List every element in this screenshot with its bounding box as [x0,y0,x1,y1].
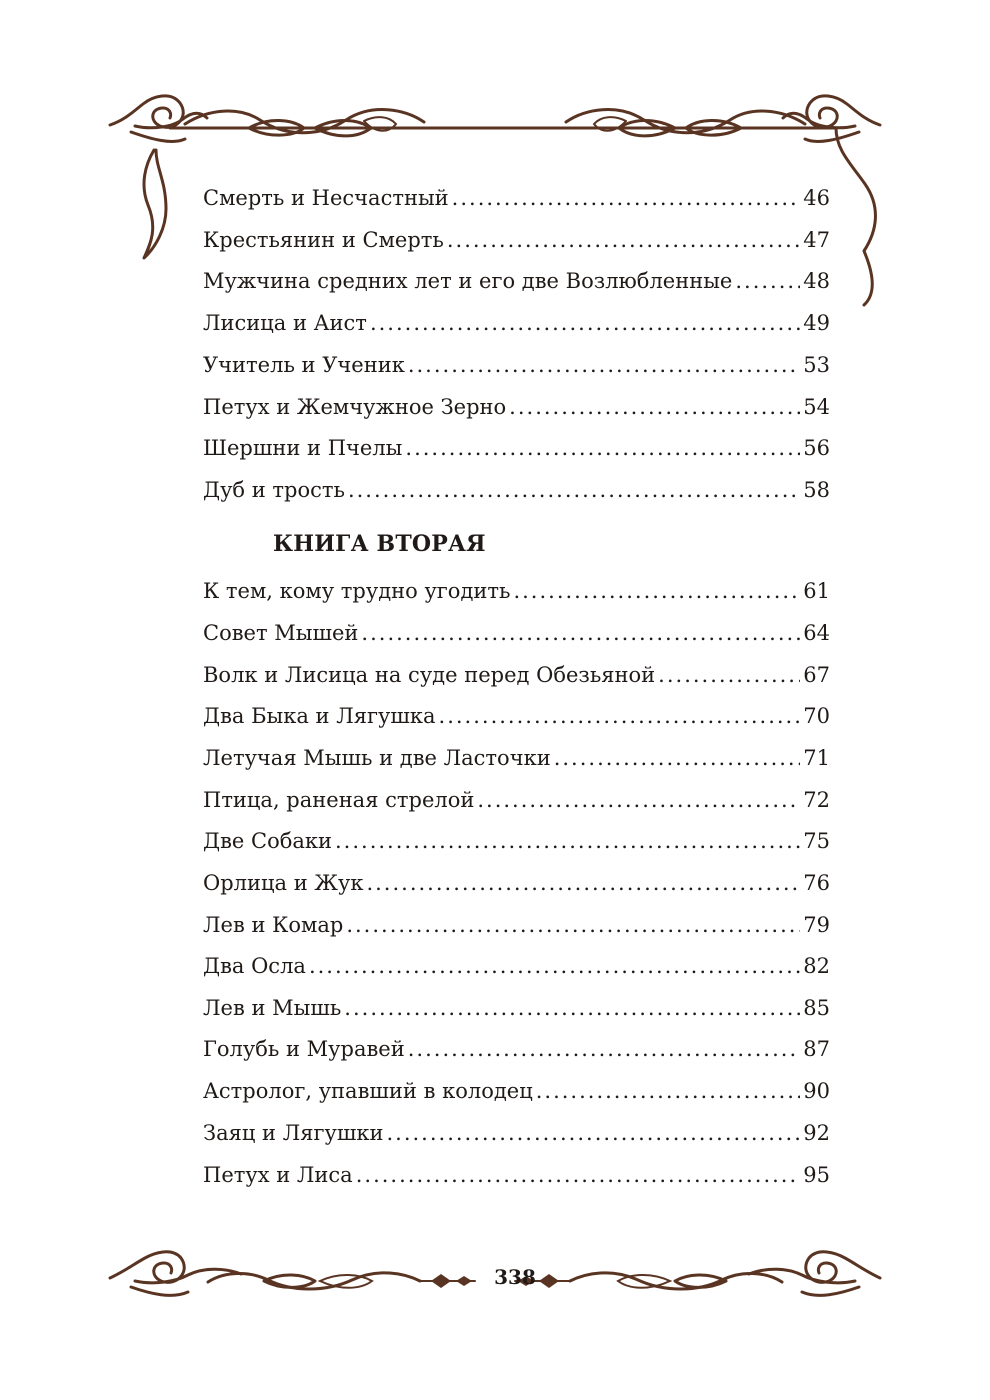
toc-entry[interactable] [203,826,830,856]
toc-entry[interactable] [203,266,830,296]
page-number: 338 [494,1265,536,1289]
section-heading: КНИГА ВТОРАЯ [273,531,486,557]
toc-entry-title: Лев и Мышь [203,996,342,1020]
toc-entry[interactable] [203,618,830,648]
toc-entry[interactable] [203,225,830,255]
toc-dot-leader [335,826,800,856]
toc-dot-leader [408,350,800,380]
toc-entry[interactable] [203,1076,830,1106]
toc-dot-leader [356,1160,801,1190]
toc-entry[interactable] [203,392,830,422]
toc-entry-page: 85 [803,996,830,1020]
toc-dot-leader [366,868,800,898]
toc-entry-title: Шершни и Пчелы [203,436,403,460]
toc-dot-leader [536,1076,801,1106]
toc-dot-leader [509,392,800,422]
toc-dot-leader [344,993,800,1023]
toc-entry[interactable] [203,1034,830,1064]
toc-entry-title: Петух и Жемчужное Зерно [203,395,507,419]
toc-entry-page: 48 [803,269,830,293]
toc-entry-page: 76 [803,871,830,895]
toc-entry-title: Две Собаки [203,829,332,853]
toc-entry-title: К тем, кому трудно угодить [203,579,511,603]
toc-entry-page: 67 [803,663,830,687]
toc-entry-title: Заяц и Лягушки [203,1121,384,1145]
toc-entry-title: Мужчина средних лет и его две Возлюбленные [203,269,733,293]
toc-entry-title: Два Быка и Лягушка [203,704,436,728]
toc-entry-title: Птица, раненая стрелой [203,788,475,812]
toc-entry[interactable] [203,183,830,213]
toc-dot-leader [348,475,800,505]
toc-dot-leader [658,660,800,690]
toc-entry-page: 64 [803,621,830,645]
toc-entry[interactable] [203,308,830,338]
toc-entry-page: 79 [803,913,830,937]
toc-entry[interactable] [203,1118,830,1148]
toc-entry-title: Астролог, упавший в колодец [203,1079,533,1103]
toc-entry-title: Голубь и Муравей [203,1037,405,1061]
toc-entry-title: Крестьянин и Смерть [203,228,444,252]
toc-entry[interactable] [203,785,830,815]
toc-entry-page: 90 [803,1079,830,1103]
toc-entry-page: 92 [803,1121,830,1145]
toc-entry-title: Летучая Мышь и две Ласточки [203,746,551,770]
toc-dot-leader [408,1034,801,1064]
toc-entry-title: Орлица и Жук [203,871,364,895]
toc-dot-leader [735,266,800,296]
toc-dot-leader [361,618,800,648]
toc-entry-page: 58 [803,478,830,502]
toc-entry[interactable] [203,743,830,773]
toc-dot-leader [309,951,800,981]
toc-entry-title: Смерть и Несчастный [203,186,449,210]
toc-dot-leader [477,785,800,815]
toc-entry-page: 53 [803,353,830,377]
toc-dot-leader [346,910,800,940]
toc-entry-page: 49 [803,311,830,335]
toc-entry[interactable] [203,910,830,940]
toc-dot-leader [554,743,801,773]
toc-entry-title: Лев и Комар [203,913,344,937]
toc-entry-title: Учитель и Ученик [203,353,405,377]
toc-entry-page: 54 [803,395,830,419]
toc-entry-title: Волк и Лисица на суде перед Обезьяной [203,663,656,687]
toc-entry-page: 95 [803,1163,830,1187]
toc-dot-leader [513,576,800,606]
toc-entry[interactable] [203,701,830,731]
toc-dot-leader [370,308,800,338]
toc-entry-page: 82 [803,954,830,978]
toc-entry-page: 75 [803,829,830,853]
toc-entry-title: Два Осла [203,954,306,978]
toc-entry-page: 47 [803,228,830,252]
toc-entry[interactable] [203,576,830,606]
toc-dot-leader [439,701,801,731]
toc-entry-page: 71 [803,746,830,770]
toc-dot-leader [405,433,800,463]
toc-entry[interactable] [203,951,830,981]
toc-entry[interactable] [203,433,830,463]
toc-dot-leader [386,1118,800,1148]
toc-entry[interactable] [203,475,830,505]
toc-entry-page: 87 [803,1037,830,1061]
toc-dot-leader [447,225,800,255]
toc-entry[interactable] [203,868,830,898]
toc-entry-page: 56 [803,436,830,460]
toc-entry-title: Совет Мышей [203,621,359,645]
toc-entry-page: 70 [803,704,830,728]
toc-entry-page: 72 [803,788,830,812]
toc-entry[interactable] [203,660,830,690]
toc-entry[interactable] [203,350,830,380]
toc-entry[interactable] [203,993,830,1023]
toc-entry[interactable] [203,1160,830,1190]
toc-entry-title: Лисица и Аист [203,311,367,335]
toc-entry-title: Дуб и трость [203,478,345,502]
toc-entry-title: Петух и Лиса [203,1163,353,1187]
toc-entry-page: 61 [803,579,830,603]
toc-entry-page: 46 [803,186,830,210]
toc-dot-leader [452,183,801,213]
